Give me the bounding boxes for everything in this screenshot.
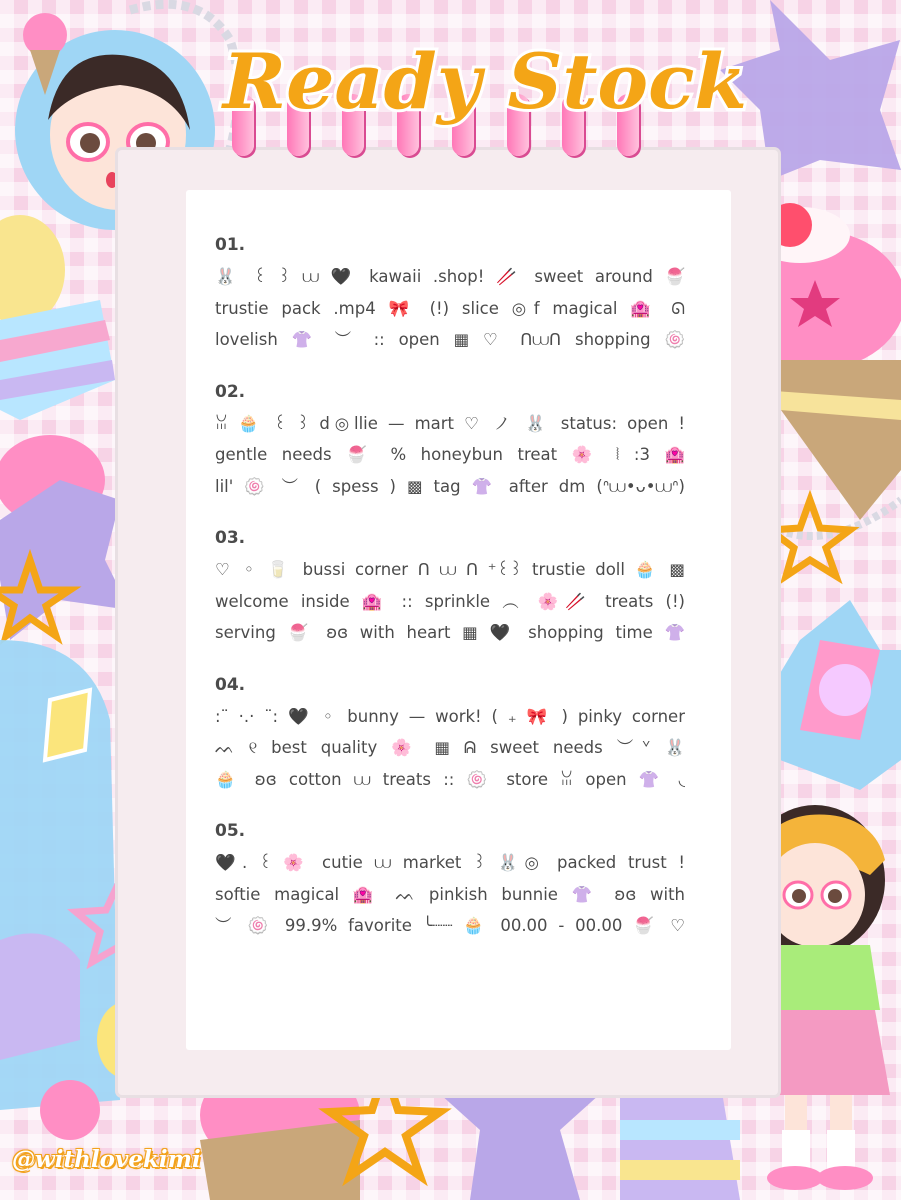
entry-number: 05. xyxy=(215,821,246,841)
list-item xyxy=(215,382,685,503)
page-title: Ready Stock xyxy=(222,37,748,126)
entry-number: 01. xyxy=(215,235,246,255)
entry-line: :¨ ·.· ¨: 🖤 ◦ bunny — work! ( ₊ 🎀 ) pinky corner xyxy=(215,706,685,726)
entry-line: ᨓ ୧ best quality 🌸 ▦ ᕱ sweet needs ︶ᘁ 🐰 xyxy=(215,738,685,757)
entry-number: 04. xyxy=(215,674,246,695)
title-banner xyxy=(205,20,765,140)
author-handle: @withlovekimi xyxy=(12,1146,201,1173)
entry-line: welcome inside 🏩 :: sprinkle ︵ 🌸🥢 treats (!) xyxy=(215,591,685,611)
entry-line: lil' 🍥 ︶ ( spess ) ▩ tag 👚 after dm (ᐢ⩊•ᴗ•⩊ᐢ) xyxy=(215,476,685,496)
entry-line: 🧁 ʚɞ cotton ⩊ treats :: 🍥 store ꈍ open 👚 ◟ xyxy=(215,769,685,789)
entry-number: 03. xyxy=(215,528,246,548)
entry-line: ♡ ◦ 🥛 bussi corner ᑎ ⩊ ᑎ ⁺꒰꒱ trustie doll 🧁 ▩ xyxy=(215,560,685,579)
entry-number: 02. xyxy=(215,381,246,402)
list-item xyxy=(215,528,685,649)
list-item xyxy=(215,821,685,942)
entry-line: trustie pack .mp4 🎀 (!) slice ◎f magical 🏩 ᘏ xyxy=(215,298,685,318)
entry-line: 🖤. ꒰ 🌸 cutie ⩊ market ꒱ 🐰◎ packed trust ! xyxy=(215,853,685,872)
stock-list xyxy=(215,235,685,968)
list-item xyxy=(215,235,685,356)
list-item xyxy=(215,675,685,796)
entry-line: lovelish 👚 ︶ :: open ▦ ♡ ᑎ⩊ᑎ shopping 🍥 xyxy=(215,330,685,349)
entry-line: 🐰 ꒰ ꒱ ⩊ 🖤 kawaii .shop! 🥢 sweet around 🍧 xyxy=(215,267,685,286)
entry-line: softie magical 🏩 ᨓ pinkish bunnie 👚 ʚɞ with xyxy=(215,884,685,904)
entry-line: gentle needs 🍧 % honeybun treat 🌸 ⦚ :3 🏩 xyxy=(215,445,685,464)
entry-line: ꈍ 🧁 ꒰ ꒱ d◎llie — mart ♡ ノ 🐰 status: open ! xyxy=(215,413,685,433)
entry-line: ︶ 🍥 99.9% favorite ╰┈┈ 🧁 00.00 - 00.00 🍧 ♡ xyxy=(215,916,685,935)
entry-line: serving 🍧 ʚɞ with heart ▦ 🖤 shopping time 👚 xyxy=(215,623,685,642)
